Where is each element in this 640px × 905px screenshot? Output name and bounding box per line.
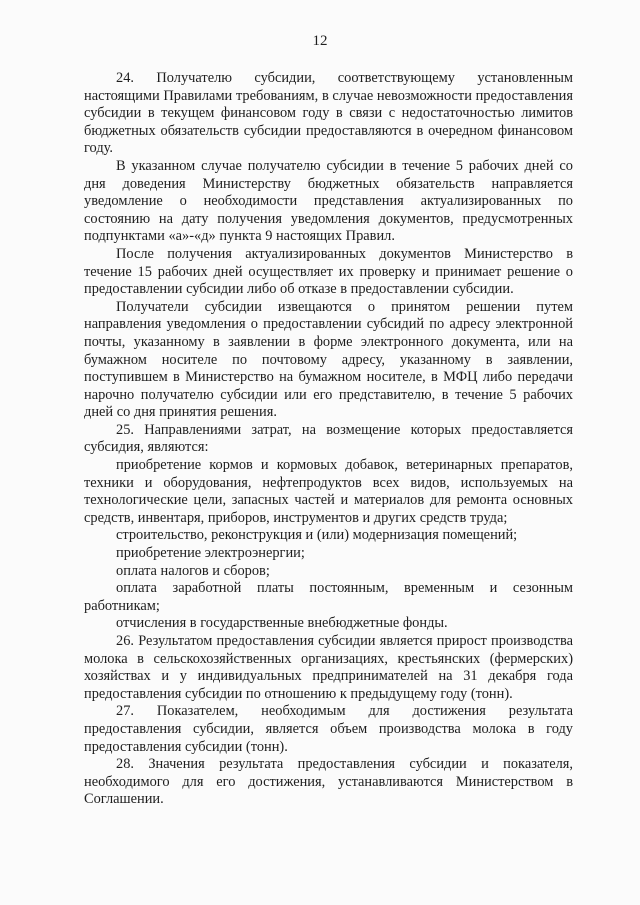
- page-number: 12: [312, 33, 328, 49]
- cost-item-electricity: приобретение электроэнергии;: [116, 545, 305, 562]
- cost-item-taxes: оплата налогов и сборов;: [116, 562, 270, 579]
- paragraph-27: 27. Показателем, необходимым для достижения результата предоставления субсидии, является объем производства молока в году предоставления субсидии (тонн).: [84, 703, 573, 755]
- paragraph-25: 25. Направлениями затрат, на возмещение которых предоставляется субсидия, являются:: [84, 421, 573, 456]
- document-body: [84, 70, 573, 809]
- cost-item-feed-equipment: приобретение кормов и кормовых добавок, ветеринарных препаратов, техники и оборудования, нефтепродуктов всех видов, используемых на технологические цели, запасных частей и материалов для ремонта основных средств, инвентаря, приборов, инструментов и других средств труда;: [84, 457, 573, 526]
- paragraph-24-notification: В указанном случае получателю субсидии в течение 5 рабочих дней со дня доведения Министерству бюджетных обязательств направляется уведомление о необходимости представления актуализированных по состоянию на дату получения уведомления документов, предусмотренных подпунктами «а»-«д» пункта 9 настоящих Правил.: [84, 157, 573, 245]
- paragraph-28: 28. Значения результата предоставления субсидии и показателя, необходимого для его достижения, устанавливаются Министерством в Соглашении.: [84, 756, 573, 808]
- cost-item-social-funds: отчисления в государственные внебюджетные фонды.: [116, 615, 448, 632]
- cost-item-wages: оплата заработной платы постоянным, временным и сезонным работникам;: [84, 580, 573, 614]
- paragraph-24: 24. Получателю субсидии, соответствующему установленным настоящими Правилами требованиям, в случае невозможности предоставления субсидии в текущем финансовом году в связи с недостаточностью лимитов бюджетных обязательств субсидии предоставляются в очередном финансовом году.: [84, 70, 573, 157]
- paragraph-24-decision-notice: Получатели субсидии извещаются о принятом решении путем направления уведомления о предоставлении субсидий по адресу электронной почты, указанному в заявлении в форме электронного документа, или на бумажном носителе по почтовому адресу, указанному в заявлении, поступившем в Министерство на бумажном носителе, в МФЦ либо передачи нарочно получателю субсидии или его представителю, в течение 5 рабочих дней со дня принятия решения.: [84, 298, 573, 421]
- paragraph-24-review: После получения актуализированных документов Министерство в течение 15 рабочих дней осуществляет их проверку и принимает решение о предоставлении субсидии либо об отказе в предоставлении субсидии.: [84, 245, 573, 298]
- paragraph-26: 26. Результатом предоставления субсидии является прирост производства молока в сельскохозяйственных организациях, крестьянских (фермерских) хозяйствах и у индивидуальных предпринимателей на 31 декабря года предоставления субсидии по отношению к предыдущему году (тонн).: [84, 633, 573, 702]
- cost-item-construction: строительство, реконструкция и (или) модернизация помещений;: [116, 527, 518, 544]
